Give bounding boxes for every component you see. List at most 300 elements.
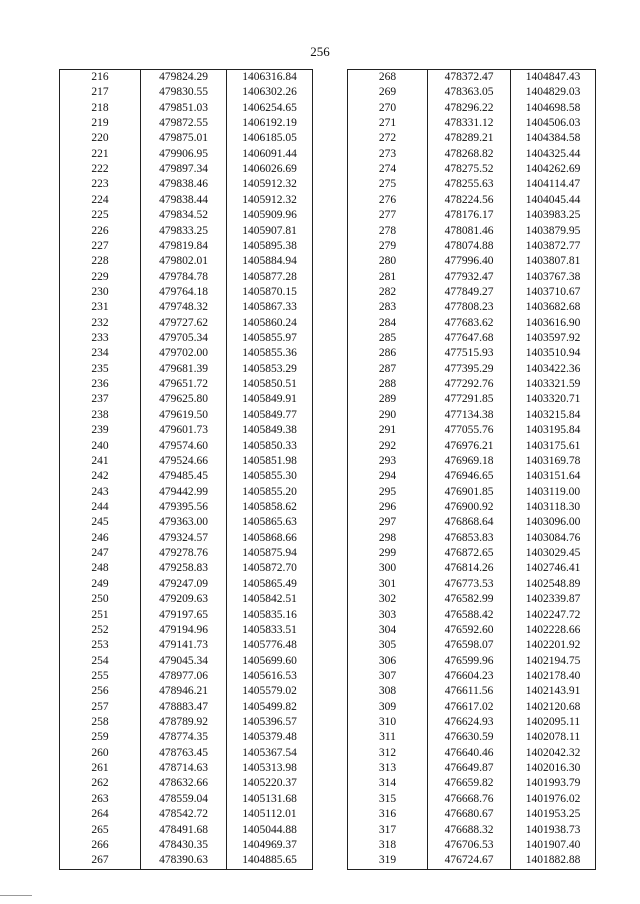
y-coordinate-cell: 1402095.11 bbox=[511, 715, 596, 730]
table-row bbox=[60, 70, 313, 86]
y-coordinate-cell: 1404114.47 bbox=[511, 178, 596, 193]
point-number-cell: 296 bbox=[348, 500, 428, 515]
x-coordinate-cell: 479838.44 bbox=[141, 193, 227, 208]
y-coordinate-cell: 1403879.95 bbox=[511, 224, 596, 239]
x-coordinate-cell: 477647.68 bbox=[428, 331, 511, 346]
table-row bbox=[348, 792, 596, 807]
point-number-cell: 238 bbox=[60, 408, 141, 423]
table-row bbox=[60, 746, 313, 761]
y-coordinate-cell: 1405851.98 bbox=[227, 454, 313, 469]
x-coordinate-cell: 478074.88 bbox=[428, 239, 511, 254]
y-coordinate-cell: 1405865.49 bbox=[227, 577, 313, 592]
y-coordinate-cell: 1402178.40 bbox=[511, 669, 596, 684]
point-number-cell: 244 bbox=[60, 500, 141, 515]
table-row bbox=[348, 823, 596, 838]
x-coordinate-cell: 479748.32 bbox=[141, 300, 227, 315]
table-row bbox=[348, 439, 596, 454]
y-coordinate-cell: 1402016.30 bbox=[511, 761, 596, 776]
x-coordinate-cell: 478946.21 bbox=[141, 684, 227, 699]
point-number-cell: 255 bbox=[60, 669, 141, 684]
y-coordinate-cell: 1405396.57 bbox=[227, 715, 313, 730]
x-coordinate-cell: 479524.66 bbox=[141, 454, 227, 469]
point-number-cell: 282 bbox=[348, 285, 428, 300]
y-coordinate-cell: 1405379.48 bbox=[227, 730, 313, 745]
point-number-cell: 251 bbox=[60, 608, 141, 623]
x-coordinate-cell: 479619.50 bbox=[141, 408, 227, 423]
table-row bbox=[60, 623, 313, 638]
x-coordinate-cell: 476592.60 bbox=[428, 623, 511, 638]
x-coordinate-cell: 478176.17 bbox=[428, 208, 511, 223]
y-coordinate-cell: 1403616.90 bbox=[511, 316, 596, 331]
y-coordinate-cell: 1405850.51 bbox=[227, 377, 313, 392]
x-coordinate-cell: 476630.59 bbox=[428, 730, 511, 745]
x-coordinate-cell: 476773.53 bbox=[428, 577, 511, 592]
table-row bbox=[348, 377, 596, 392]
point-number-cell: 236 bbox=[60, 377, 141, 392]
point-number-cell: 288 bbox=[348, 377, 428, 392]
y-coordinate-cell: 1403321.59 bbox=[511, 377, 596, 392]
y-coordinate-cell: 1405860.24 bbox=[227, 316, 313, 331]
point-number-cell: 319 bbox=[348, 853, 428, 869]
point-number-cell: 315 bbox=[348, 792, 428, 807]
y-coordinate-cell: 1405044.88 bbox=[227, 823, 313, 838]
table-row bbox=[60, 562, 313, 577]
table-row bbox=[348, 654, 596, 669]
x-coordinate-cell: 478275.52 bbox=[428, 162, 511, 177]
table-row bbox=[60, 193, 313, 208]
table-row bbox=[348, 485, 596, 500]
point-number-cell: 294 bbox=[348, 469, 428, 484]
point-number-cell: 216 bbox=[60, 70, 141, 86]
table-row bbox=[348, 469, 596, 484]
point-number-cell: 253 bbox=[60, 638, 141, 653]
point-number-cell: 248 bbox=[60, 562, 141, 577]
y-coordinate-cell: 1404969.37 bbox=[227, 838, 313, 853]
y-coordinate-cell: 1403084.76 bbox=[511, 531, 596, 546]
y-coordinate-cell: 1406026.69 bbox=[227, 162, 313, 177]
table-row bbox=[348, 807, 596, 822]
x-coordinate-cell: 476604.23 bbox=[428, 669, 511, 684]
point-number-cell: 228 bbox=[60, 254, 141, 269]
coordinates-table-left bbox=[59, 69, 313, 870]
x-coordinate-cell: 476706.53 bbox=[428, 838, 511, 853]
x-coordinate-cell: 479651.72 bbox=[141, 377, 227, 392]
table-row bbox=[348, 423, 596, 438]
y-coordinate-cell: 1405835.16 bbox=[227, 608, 313, 623]
x-coordinate-cell: 479045.34 bbox=[141, 654, 227, 669]
table-row bbox=[60, 823, 313, 838]
x-coordinate-cell: 476582.99 bbox=[428, 592, 511, 607]
x-coordinate-cell: 477932.47 bbox=[428, 270, 511, 285]
y-coordinate-cell: 1402120.68 bbox=[511, 700, 596, 715]
table-row bbox=[60, 638, 313, 653]
y-coordinate-cell: 1401976.02 bbox=[511, 792, 596, 807]
y-coordinate-cell: 1405499.82 bbox=[227, 700, 313, 715]
point-number-cell: 224 bbox=[60, 193, 141, 208]
x-coordinate-cell: 479247.09 bbox=[141, 577, 227, 592]
x-coordinate-cell: 479395.56 bbox=[141, 500, 227, 515]
table-row bbox=[60, 792, 313, 807]
table-row bbox=[348, 208, 596, 223]
table-row bbox=[348, 838, 596, 853]
point-number-cell: 303 bbox=[348, 608, 428, 623]
point-number-cell: 252 bbox=[60, 623, 141, 638]
table-row bbox=[348, 101, 596, 116]
x-coordinate-cell: 479764.18 bbox=[141, 285, 227, 300]
point-number-cell: 284 bbox=[348, 316, 428, 331]
x-coordinate-cell: 476900.92 bbox=[428, 500, 511, 515]
point-number-cell: 239 bbox=[60, 423, 141, 438]
point-number-cell: 271 bbox=[348, 116, 428, 131]
table-row bbox=[60, 684, 313, 699]
point-number-cell: 304 bbox=[348, 623, 428, 638]
table-row bbox=[60, 346, 313, 361]
x-coordinate-cell: 479872.55 bbox=[141, 116, 227, 131]
x-coordinate-cell: 479278.76 bbox=[141, 546, 227, 561]
x-coordinate-cell: 479834.52 bbox=[141, 208, 227, 223]
x-coordinate-cell: 478224.56 bbox=[428, 193, 511, 208]
table-row bbox=[348, 162, 596, 177]
y-coordinate-cell: 1404885.65 bbox=[227, 853, 313, 869]
point-number-cell: 218 bbox=[60, 101, 141, 116]
y-coordinate-cell: 1405870.15 bbox=[227, 285, 313, 300]
point-number-cell: 231 bbox=[60, 300, 141, 315]
point-number-cell: 283 bbox=[348, 300, 428, 315]
point-number-cell: 317 bbox=[348, 823, 428, 838]
table-row bbox=[60, 439, 313, 454]
table-row bbox=[60, 469, 313, 484]
table-row bbox=[348, 362, 596, 377]
y-coordinate-cell: 1405855.20 bbox=[227, 485, 313, 500]
point-number-cell: 257 bbox=[60, 700, 141, 715]
point-number-cell: 276 bbox=[348, 193, 428, 208]
point-number-cell: 285 bbox=[348, 331, 428, 346]
table-row bbox=[348, 853, 596, 869]
y-coordinate-cell: 1403682.68 bbox=[511, 300, 596, 315]
x-coordinate-cell: 479681.39 bbox=[141, 362, 227, 377]
x-coordinate-cell: 476611.56 bbox=[428, 684, 511, 699]
table-row bbox=[348, 316, 596, 331]
table-row bbox=[60, 224, 313, 239]
table-row bbox=[60, 700, 313, 715]
x-coordinate-cell: 479601.73 bbox=[141, 423, 227, 438]
table-row bbox=[348, 408, 596, 423]
table-row bbox=[348, 270, 596, 285]
table-row bbox=[60, 761, 313, 776]
y-coordinate-cell: 1403320.71 bbox=[511, 393, 596, 408]
point-number-cell: 264 bbox=[60, 807, 141, 822]
point-number-cell: 232 bbox=[60, 316, 141, 331]
y-coordinate-cell: 1402339.87 bbox=[511, 592, 596, 607]
table-row bbox=[348, 331, 596, 346]
y-coordinate-cell: 1405112.01 bbox=[227, 807, 313, 822]
y-coordinate-cell: 1404045.44 bbox=[511, 193, 596, 208]
table-row bbox=[60, 254, 313, 269]
table-row bbox=[60, 147, 313, 162]
table-row bbox=[348, 592, 596, 607]
x-coordinate-cell: 477849.27 bbox=[428, 285, 511, 300]
y-coordinate-cell: 1406185.05 bbox=[227, 131, 313, 146]
table-row bbox=[348, 85, 596, 100]
y-coordinate-cell: 1403151.64 bbox=[511, 469, 596, 484]
x-coordinate-cell: 478763.45 bbox=[141, 746, 227, 761]
x-coordinate-cell: 476853.83 bbox=[428, 531, 511, 546]
x-coordinate-cell: 479838.46 bbox=[141, 178, 227, 193]
y-coordinate-cell: 1406091.44 bbox=[227, 147, 313, 162]
y-coordinate-cell: 1405849.38 bbox=[227, 423, 313, 438]
x-coordinate-cell: 476599.96 bbox=[428, 654, 511, 669]
table-row bbox=[348, 500, 596, 515]
table-row bbox=[60, 577, 313, 592]
scan-edge-mark bbox=[0, 895, 32, 896]
point-number-cell: 269 bbox=[348, 85, 428, 100]
point-number-cell: 233 bbox=[60, 331, 141, 346]
point-number-cell: 230 bbox=[60, 285, 141, 300]
y-coordinate-cell: 1405853.29 bbox=[227, 362, 313, 377]
table-row bbox=[60, 853, 313, 869]
point-number-cell: 265 bbox=[60, 823, 141, 838]
table-row bbox=[348, 746, 596, 761]
y-coordinate-cell: 1405907.81 bbox=[227, 224, 313, 239]
y-coordinate-cell: 1405220.37 bbox=[227, 777, 313, 792]
y-coordinate-cell: 1402042.32 bbox=[511, 746, 596, 761]
table-row bbox=[348, 531, 596, 546]
table-row bbox=[60, 270, 313, 285]
table-row bbox=[60, 715, 313, 730]
table-row bbox=[60, 500, 313, 515]
y-coordinate-cell: 1404506.03 bbox=[511, 116, 596, 131]
table-row bbox=[348, 346, 596, 361]
x-coordinate-cell: 479625.80 bbox=[141, 393, 227, 408]
y-coordinate-cell: 1402228.66 bbox=[511, 623, 596, 638]
y-coordinate-cell: 1405855.97 bbox=[227, 331, 313, 346]
x-coordinate-cell: 477515.93 bbox=[428, 346, 511, 361]
table-row bbox=[60, 669, 313, 684]
point-number-cell: 246 bbox=[60, 531, 141, 546]
x-coordinate-cell: 479363.00 bbox=[141, 515, 227, 530]
table-row bbox=[60, 531, 313, 546]
y-coordinate-cell: 1405833.51 bbox=[227, 623, 313, 638]
point-number-cell: 277 bbox=[348, 208, 428, 223]
point-number-cell: 307 bbox=[348, 669, 428, 684]
y-coordinate-cell: 1402548.89 bbox=[511, 577, 596, 592]
table-row bbox=[348, 224, 596, 239]
table-row bbox=[60, 654, 313, 669]
x-coordinate-cell: 476969.18 bbox=[428, 454, 511, 469]
y-coordinate-cell: 1401993.79 bbox=[511, 777, 596, 792]
point-number-cell: 254 bbox=[60, 654, 141, 669]
x-coordinate-cell: 478714.63 bbox=[141, 761, 227, 776]
x-coordinate-cell: 479324.57 bbox=[141, 531, 227, 546]
point-number-cell: 262 bbox=[60, 777, 141, 792]
point-number-cell: 223 bbox=[60, 178, 141, 193]
x-coordinate-cell: 479258.83 bbox=[141, 562, 227, 577]
y-coordinate-cell: 1405868.66 bbox=[227, 531, 313, 546]
y-coordinate-cell: 1403215.84 bbox=[511, 408, 596, 423]
y-coordinate-cell: 1405858.62 bbox=[227, 500, 313, 515]
x-coordinate-cell: 479209.63 bbox=[141, 592, 227, 607]
y-coordinate-cell: 1402194.75 bbox=[511, 654, 596, 669]
table-row bbox=[348, 147, 596, 162]
table-row bbox=[348, 393, 596, 408]
x-coordinate-cell: 478632.66 bbox=[141, 777, 227, 792]
x-coordinate-cell: 478268.82 bbox=[428, 147, 511, 162]
point-number-cell: 260 bbox=[60, 746, 141, 761]
x-coordinate-cell: 479819.84 bbox=[141, 239, 227, 254]
point-number-cell: 302 bbox=[348, 592, 428, 607]
table-row bbox=[60, 331, 313, 346]
point-number-cell: 217 bbox=[60, 85, 141, 100]
point-number-cell: 291 bbox=[348, 423, 428, 438]
y-coordinate-cell: 1404829.03 bbox=[511, 85, 596, 100]
table-row bbox=[348, 239, 596, 254]
point-number-cell: 263 bbox=[60, 792, 141, 807]
x-coordinate-cell: 477683.62 bbox=[428, 316, 511, 331]
point-number-cell: 229 bbox=[60, 270, 141, 285]
x-coordinate-cell: 476598.07 bbox=[428, 638, 511, 653]
point-number-cell: 309 bbox=[348, 700, 428, 715]
y-coordinate-cell: 1405867.33 bbox=[227, 300, 313, 315]
table-row bbox=[60, 777, 313, 792]
y-coordinate-cell: 1401882.88 bbox=[511, 853, 596, 869]
point-number-cell: 290 bbox=[348, 408, 428, 423]
x-coordinate-cell: 478363.05 bbox=[428, 85, 511, 100]
y-coordinate-cell: 1404384.58 bbox=[511, 131, 596, 146]
x-coordinate-cell: 479906.95 bbox=[141, 147, 227, 162]
y-coordinate-cell: 1403872.77 bbox=[511, 239, 596, 254]
x-coordinate-cell: 476872.65 bbox=[428, 546, 511, 561]
point-number-cell: 266 bbox=[60, 838, 141, 853]
table-row bbox=[60, 101, 313, 116]
x-coordinate-cell: 477292.76 bbox=[428, 377, 511, 392]
point-number-cell: 313 bbox=[348, 761, 428, 776]
table-row bbox=[60, 85, 313, 100]
y-coordinate-cell: 1405884.94 bbox=[227, 254, 313, 269]
point-number-cell: 312 bbox=[348, 746, 428, 761]
y-coordinate-cell: 1403510.94 bbox=[511, 346, 596, 361]
table-row bbox=[348, 684, 596, 699]
x-coordinate-cell: 479141.73 bbox=[141, 638, 227, 653]
y-coordinate-cell: 1403422.36 bbox=[511, 362, 596, 377]
x-coordinate-cell: 476724.67 bbox=[428, 853, 511, 869]
table-row bbox=[348, 70, 596, 86]
y-coordinate-cell: 1405579.02 bbox=[227, 684, 313, 699]
coordinates-table-right bbox=[347, 69, 596, 870]
x-coordinate-cell: 478977.06 bbox=[141, 669, 227, 684]
x-coordinate-cell: 478390.63 bbox=[141, 853, 227, 869]
point-number-cell: 289 bbox=[348, 393, 428, 408]
table-row bbox=[60, 515, 313, 530]
point-number-cell: 301 bbox=[348, 577, 428, 592]
x-coordinate-cell: 476976.21 bbox=[428, 439, 511, 454]
point-number-cell: 298 bbox=[348, 531, 428, 546]
table-row bbox=[348, 515, 596, 530]
point-number-cell: 249 bbox=[60, 577, 141, 592]
y-coordinate-cell: 1405872.70 bbox=[227, 562, 313, 577]
y-coordinate-cell: 1405895.38 bbox=[227, 239, 313, 254]
table-row bbox=[60, 131, 313, 146]
y-coordinate-cell: 1405616.53 bbox=[227, 669, 313, 684]
y-coordinate-cell: 1405877.28 bbox=[227, 270, 313, 285]
point-number-cell: 268 bbox=[348, 70, 428, 86]
x-coordinate-cell: 477055.76 bbox=[428, 423, 511, 438]
point-number-cell: 221 bbox=[60, 147, 141, 162]
y-coordinate-cell: 1404698.58 bbox=[511, 101, 596, 116]
x-coordinate-cell: 479194.96 bbox=[141, 623, 227, 638]
point-number-cell: 278 bbox=[348, 224, 428, 239]
point-number-cell: 275 bbox=[348, 178, 428, 193]
x-coordinate-cell: 479897.34 bbox=[141, 162, 227, 177]
y-coordinate-cell: 1405875.94 bbox=[227, 546, 313, 561]
y-coordinate-cell: 1405912.32 bbox=[227, 178, 313, 193]
y-coordinate-cell: 1405131.68 bbox=[227, 792, 313, 807]
table-row bbox=[60, 807, 313, 822]
table-row bbox=[60, 730, 313, 745]
y-coordinate-cell: 1405842.51 bbox=[227, 592, 313, 607]
point-number-cell: 308 bbox=[348, 684, 428, 699]
x-coordinate-cell: 479875.01 bbox=[141, 131, 227, 146]
x-coordinate-cell: 478559.04 bbox=[141, 792, 227, 807]
point-number-cell: 235 bbox=[60, 362, 141, 377]
y-coordinate-cell: 1402078.11 bbox=[511, 730, 596, 745]
point-number-cell: 227 bbox=[60, 239, 141, 254]
point-number-cell: 287 bbox=[348, 362, 428, 377]
x-coordinate-cell: 478491.68 bbox=[141, 823, 227, 838]
x-coordinate-cell: 478296.22 bbox=[428, 101, 511, 116]
table-row bbox=[348, 546, 596, 561]
x-coordinate-cell: 477291.85 bbox=[428, 393, 511, 408]
x-coordinate-cell: 478372.47 bbox=[428, 70, 511, 86]
x-coordinate-cell: 478081.46 bbox=[428, 224, 511, 239]
point-number-cell: 242 bbox=[60, 469, 141, 484]
x-coordinate-cell: 476814.26 bbox=[428, 562, 511, 577]
table-row bbox=[348, 730, 596, 745]
x-coordinate-cell: 476868.64 bbox=[428, 515, 511, 530]
table-row bbox=[348, 131, 596, 146]
x-coordinate-cell: 479727.62 bbox=[141, 316, 227, 331]
x-coordinate-cell: 476659.82 bbox=[428, 777, 511, 792]
table-row bbox=[60, 208, 313, 223]
y-coordinate-cell: 1403118.30 bbox=[511, 500, 596, 515]
x-coordinate-cell: 479830.55 bbox=[141, 85, 227, 100]
point-number-cell: 293 bbox=[348, 454, 428, 469]
table-row bbox=[348, 116, 596, 131]
x-coordinate-cell: 479833.25 bbox=[141, 224, 227, 239]
x-coordinate-cell: 476946.65 bbox=[428, 469, 511, 484]
y-coordinate-cell: 1404325.44 bbox=[511, 147, 596, 162]
y-coordinate-cell: 1403169.78 bbox=[511, 454, 596, 469]
x-coordinate-cell: 478542.72 bbox=[141, 807, 227, 822]
point-number-cell: 234 bbox=[60, 346, 141, 361]
point-number-cell: 274 bbox=[348, 162, 428, 177]
point-number-cell: 256 bbox=[60, 684, 141, 699]
x-coordinate-cell: 479442.99 bbox=[141, 485, 227, 500]
x-coordinate-cell: 479705.34 bbox=[141, 331, 227, 346]
x-coordinate-cell: 478331.12 bbox=[428, 116, 511, 131]
table-row bbox=[60, 485, 313, 500]
y-coordinate-cell: 1403710.67 bbox=[511, 285, 596, 300]
table-row bbox=[60, 239, 313, 254]
x-coordinate-cell: 476680.67 bbox=[428, 807, 511, 822]
y-coordinate-cell: 1403597.92 bbox=[511, 331, 596, 346]
y-coordinate-cell: 1403195.84 bbox=[511, 423, 596, 438]
point-number-cell: 267 bbox=[60, 853, 141, 869]
y-coordinate-cell: 1405850.33 bbox=[227, 439, 313, 454]
x-coordinate-cell: 479802.01 bbox=[141, 254, 227, 269]
table-row bbox=[348, 700, 596, 715]
y-coordinate-cell: 1405855.30 bbox=[227, 469, 313, 484]
point-number-cell: 286 bbox=[348, 346, 428, 361]
